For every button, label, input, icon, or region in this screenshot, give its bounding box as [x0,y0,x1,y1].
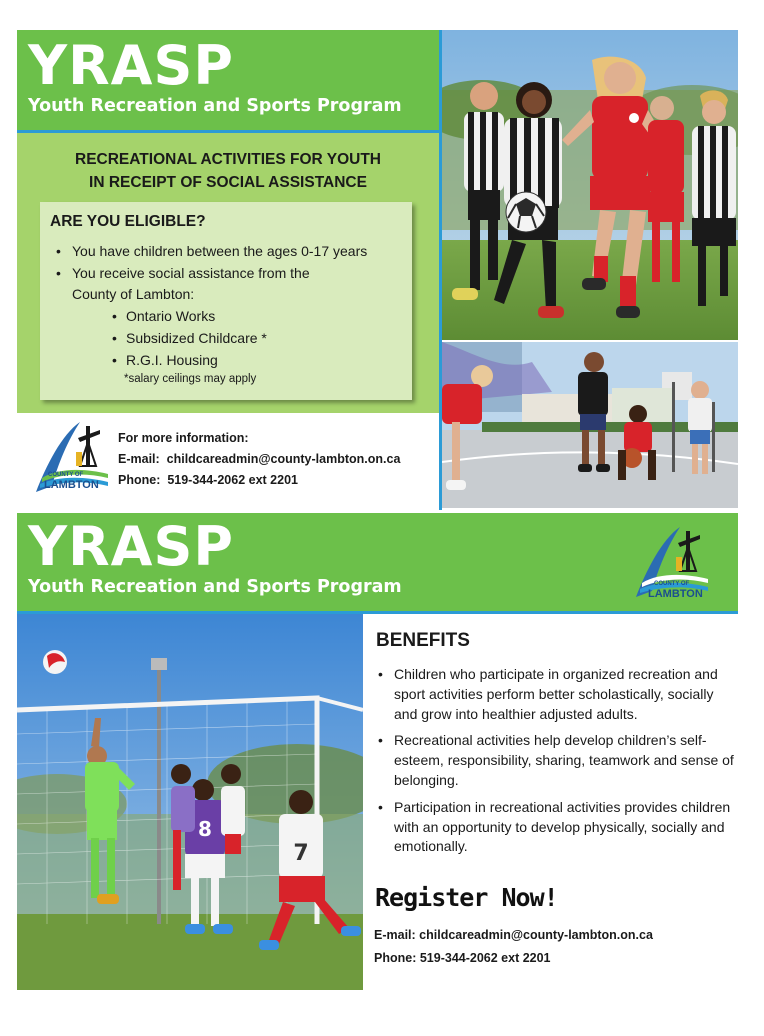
benefit-item: • Participation in recreational activities provides children with an opportunity to develop physically, socially and emotionally. [376,798,736,857]
top-panel-title [17,148,439,194]
top-header-banner [17,30,439,130]
top-title-line2: IN RECEIPT OF SOCIAL ASSISTANCE [89,174,367,191]
benefit-item: • Recreational activities help develop children’s self-esteem, responsibility, sharing, teamwork and sense of belonging. [376,731,736,790]
eligibility-box [40,202,412,400]
logo-county-of: COUNTY OF [654,581,690,587]
top-title-line1: RECREATIONAL ACTIVITIES FOR YOUTH [75,151,381,168]
contact-phone-row [118,470,400,491]
email-label: E-mail: [374,928,416,942]
phone-number: 519-344-2062 ext 2201 [419,951,551,965]
assistance-types-list [112,305,462,371]
benefits-list [376,665,736,857]
youth-basketball-photo [442,342,738,508]
salary-note: *salary ceilings may apply [124,373,257,385]
phone-label: Phone: [374,951,417,965]
contact-phone-row [374,947,653,970]
benefit-item: • Children who participate in organized recreation and sport activities perform better scholastically, socially and grow into healthier adjusted adults. [376,665,736,724]
logo-lambton: LAMBTON [648,588,703,600]
bottom-contact-info [374,924,653,970]
contact-email-row [374,924,653,947]
email-link[interactable]: childcareadmin@county-lambton.on.ca [166,452,401,466]
top-contact-info [118,428,400,491]
kids-soccer-goal-photo [17,614,363,990]
eligibility-item: • You receive social assistance from the County of Lambton: [54,263,324,306]
eligibility-item: • You have children between the ages 0-17 years [54,241,404,263]
email-link[interactable]: childcareadmin@county-lambton.on.ca [419,928,653,942]
assistance-type-item: • Ontario Works [112,305,462,327]
youth-soccer-photo [442,30,738,340]
phone-label: Phone: [118,473,161,487]
jersey-number-8: 8 [198,817,212,841]
eligibility-heading: ARE YOU ELIGIBLE? [50,213,206,230]
eligibility-list [54,241,404,306]
benefits-section [376,630,736,864]
contact-email-row [118,449,400,470]
bottom-brand-title: YRASP [28,515,234,578]
top-brand-title: YRASP [28,34,234,97]
youth-soccer-illustration [442,30,738,340]
phone-number: 519-344-2062 ext 2201 [167,473,298,487]
benefits-heading: BENEFITS [376,630,470,651]
logo-county-of: COUNTY OF [48,472,84,478]
jersey-number-7: 7 [293,841,309,866]
bottom-brand-subtitle: Youth Recreation and Sports Program [28,577,402,597]
logo-lambton: LAMBTON [44,479,99,491]
county-lambton-logo [28,416,110,500]
assistance-type-item: • Subsidized Childcare * [112,327,462,349]
kids-soccer-goal-illustration [17,614,363,990]
county-lambton-logo-bottom [628,521,710,605]
email-label: E-mail: [118,452,160,466]
top-brand-subtitle: Youth Recreation and Sports Program [28,96,402,116]
youth-basketball-illustration [442,342,738,508]
contact-heading: For more information: [118,431,249,445]
register-now-heading: Register Now! [375,883,558,912]
assistance-type-item: • R.G.I. Housing [112,349,462,371]
